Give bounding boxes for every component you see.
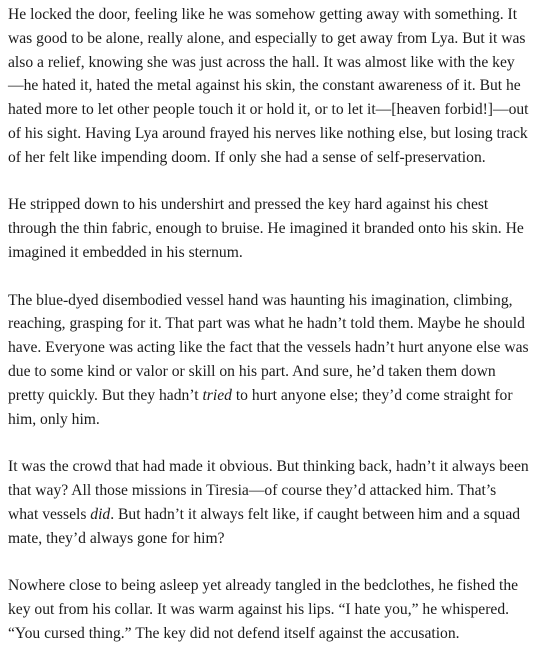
- paragraph-text: He stripped down to his undershirt and pressed the key hard against his chest through the thin fabric, enough to bruise. He imagined it branded onto his skin. He imagined it embedded in his sternum.: [8, 196, 524, 261]
- paragraph-5: [8, 574, 530, 645]
- paragraph-1: [8, 3, 530, 170]
- paragraph-text: He locked the door, feeling like he was somehow getting away with something. It was good to be alone, really alone, and especially to get away from Lya. But it was also a relief, knowing she was just across the hall. It was almost like with the key—he hated it, hated the metal against his skin, the constant awareness of it. But he hated more to let other people touch it or hold it, or to let it—[heaven forbid!]—out of his sight. Having Lya around frayed his nerves like nothing else, but losing track of her felt like impending doom. If only she had a sense of self-preservation.: [8, 6, 529, 166]
- paragraph-text: Nowhere close to being asleep yet already tangled in the bedclothes, he fished the key out from his collar. It was warm against his lips. “I hate you,” he whispered. “You cursed thing.” The key did not defend itself against the accusation.: [8, 577, 519, 642]
- emphasized-word: did: [90, 505, 111, 523]
- paragraph-text: It was the crowd that had made it obvious. But thinking back, hadn’t it always been that way? All those missions in Tiresia—of course they’d attacked him. That’s what vessels: [8, 458, 529, 523]
- paragraph-2: [8, 193, 530, 264]
- emphasized-word: tried: [202, 386, 232, 404]
- paragraph-3: [8, 289, 530, 432]
- paragraph-text: . But hadn’t it always felt like, if caught between him and a squad mate, they’d always gone for him?: [8, 505, 521, 547]
- paragraph-text: to hurt anyone else; they’d come straight for him, only him.: [8, 386, 513, 428]
- paragraph-4: [8, 455, 530, 550]
- paragraph-text: The blue-dyed disembodied vessel hand was haunting his imagination, climbing, reaching, grasping for it. That part was what he hadn’t told them. Maybe he should have. Everyone was acting like the fact that the vessels hadn’t hurt anyone else was due to some kind or valor or skill on his part. And sure, he’d taken them down pretty quickly. But they hadn’t: [8, 291, 529, 404]
